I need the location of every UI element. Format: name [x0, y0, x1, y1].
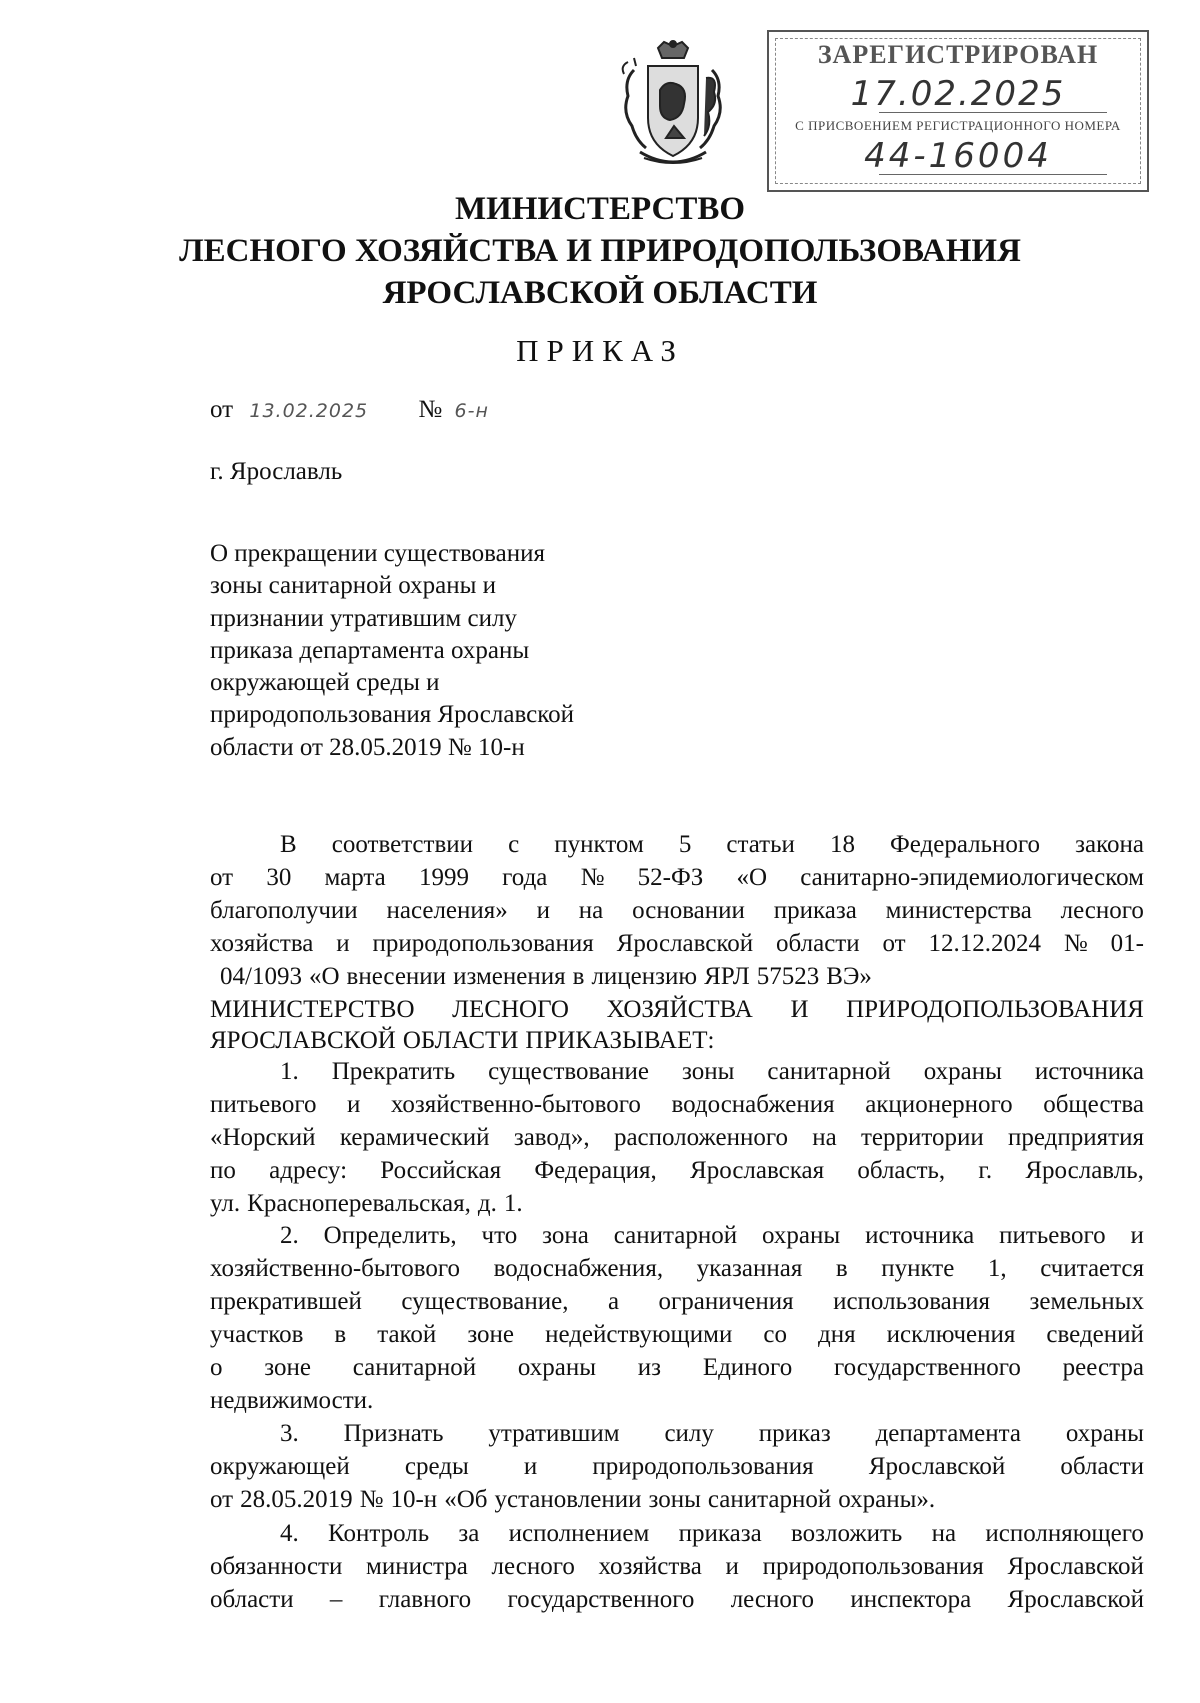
- body-word: Красноперевальская,: [247, 1190, 471, 1217]
- body-word: и: [725, 1553, 739, 1580]
- body-word: «О: [308, 963, 340, 990]
- body-word: пунктом: [554, 831, 644, 858]
- body-word: зоны: [681, 1058, 735, 1085]
- document-type: ПРИКАЗ: [516, 333, 684, 368]
- body-word: 04/1093: [220, 963, 302, 990]
- body-word: Единого: [702, 1354, 793, 1381]
- body-word: такой: [377, 1321, 437, 1348]
- body-word: на: [578, 897, 604, 924]
- body-word: завод»,: [513, 1124, 590, 1151]
- body-line: [280, 831, 1144, 864]
- body-word: министерства: [885, 897, 1032, 924]
- subject-line: приказа департамента охраны: [210, 636, 530, 664]
- body-word: хозяйственно-бытового: [210, 1255, 461, 1282]
- order-date-number-line: [210, 396, 489, 424]
- body-word: указанная: [696, 1255, 803, 1282]
- body-word: хозяйства: [598, 1553, 702, 1580]
- body-word: лесного: [1060, 897, 1144, 924]
- body-line: [210, 1453, 1144, 1486]
- body-word: государственного: [507, 1586, 695, 1613]
- body-word: существование: [488, 1058, 649, 1085]
- order-date: 13.02.2025: [249, 400, 369, 422]
- body-word: 1.: [503, 1190, 523, 1217]
- body-word: зоне: [264, 1354, 311, 1381]
- body-line: [210, 1553, 1144, 1586]
- body-word: керамический: [339, 1124, 490, 1151]
- body-word: 2.: [280, 1222, 299, 1249]
- body-word: питьевого: [999, 1222, 1106, 1249]
- body-word: на: [931, 1520, 957, 1547]
- subject-line: окружающей среды и: [210, 669, 440, 697]
- body-word: департамента: [875, 1420, 1021, 1447]
- body-line: [210, 1354, 1144, 1387]
- body-word: ХОЗЯЙСТВА: [606, 996, 753, 1023]
- body-word: лесного: [730, 1586, 815, 1613]
- city: г. Ярославль: [210, 458, 343, 485]
- body-word: ВЭ»: [826, 963, 872, 990]
- body-word: внесении: [346, 963, 447, 990]
- body-word: со: [763, 1321, 788, 1348]
- body-word: охраны: [762, 1222, 841, 1249]
- body-word: ЯРЛ: [704, 963, 750, 990]
- body-word: силу: [664, 1420, 714, 1447]
- body-word: изменения: [453, 963, 566, 990]
- stamp-date: 17.02.2025: [850, 74, 1066, 114]
- body-word: область,: [857, 1157, 946, 1184]
- order-subject: [210, 538, 650, 764]
- body-word: санитарной: [613, 1222, 738, 1249]
- body-word: Определить,: [323, 1222, 457, 1249]
- body-word: д.: [477, 1190, 497, 1217]
- body-line: [210, 930, 1144, 963]
- body-line: [210, 1486, 1144, 1519]
- body-word: И: [790, 996, 809, 1023]
- body-line: [210, 1124, 1144, 1157]
- body-word: охраны: [923, 1058, 1002, 1085]
- ministry-title-line-3: ЯРОСЛАВСКОЙ ОБЛАСТИ: [382, 275, 818, 311]
- body-word: населения»: [386, 897, 508, 924]
- body-word: предприятия: [1008, 1124, 1144, 1151]
- body-word: ПРИКАЗЫВАЕТ:: [525, 1027, 715, 1054]
- body-word: среды: [404, 1453, 469, 1480]
- body-word: лесного: [491, 1553, 575, 1580]
- stamp-divider: [879, 174, 1107, 175]
- body-word: и: [336, 930, 350, 957]
- body-word: и: [346, 1091, 361, 1118]
- body-line: [210, 1027, 1144, 1060]
- body-word: 57523: [756, 963, 820, 990]
- subject-line: признании утратившим силу: [210, 604, 517, 632]
- body-word: Ярославской: [616, 930, 754, 957]
- body-word: участков: [210, 1321, 304, 1348]
- body-word: №: [1063, 930, 1088, 957]
- body-line: [210, 864, 1144, 897]
- stamp-divider: [879, 112, 1107, 113]
- body-word: года: [502, 864, 548, 891]
- body-word: министра: [366, 1553, 468, 1580]
- body-word: дня: [818, 1321, 856, 1348]
- body-word: зона: [542, 1222, 589, 1249]
- body-word: главного: [378, 1586, 472, 1613]
- subject-line: области от 28.05.2019 № 10-н: [210, 733, 525, 761]
- order-number: 6-н: [454, 400, 489, 422]
- body-word: реестра: [1062, 1354, 1144, 1381]
- body-word: зоны: [648, 1486, 701, 1513]
- body-word: Контроль: [328, 1520, 430, 1547]
- body-word: существование,: [401, 1288, 569, 1315]
- body-word: 52-ФЗ: [637, 864, 704, 891]
- body-word: в: [572, 963, 585, 990]
- body-word: ЛЕСНОГО: [452, 996, 569, 1023]
- body-word: в: [835, 1255, 848, 1282]
- body-line: [210, 1190, 1144, 1223]
- subject-line: зоны санитарной охраны и: [210, 572, 497, 600]
- body-word: возложить: [790, 1520, 903, 1547]
- body-word: земельных: [1029, 1288, 1144, 1315]
- body-word: природопользования: [762, 1553, 984, 1580]
- body-word: 4.: [280, 1520, 299, 1547]
- body-word: 5: [678, 831, 692, 858]
- ministry-title-line-1: МИНИСТЕРСТВО: [454, 191, 746, 227]
- body-word: о: [210, 1354, 223, 1381]
- body-word: Признать: [343, 1420, 444, 1447]
- body-word: обязанности: [210, 1553, 343, 1580]
- body-word: ПРИРОДОПОЛЬЗОВАНИЯ: [846, 996, 1144, 1023]
- body-word: приказа: [773, 897, 857, 924]
- body-word: инспектора: [850, 1586, 972, 1613]
- body-word: за: [458, 1520, 480, 1547]
- body-word: водоснабжения,: [493, 1255, 664, 1282]
- body-word: В: [280, 831, 297, 858]
- body-word: исключения: [886, 1321, 1016, 1348]
- body-word: Ярославль,: [1025, 1157, 1144, 1184]
- body-line: [280, 1420, 1144, 1453]
- body-word: использования: [833, 1288, 991, 1315]
- body-word: приказ: [758, 1420, 831, 1447]
- body-line: [210, 1387, 1144, 1420]
- body-word: общества: [1043, 1091, 1144, 1118]
- body-word: на: [812, 1124, 837, 1151]
- body-word: санитарной: [352, 1354, 477, 1381]
- body-word: Ярославской: [1007, 1553, 1144, 1580]
- body-word: и: [523, 1453, 538, 1480]
- body-word: г.: [978, 1157, 993, 1184]
- body-line: [220, 963, 1144, 996]
- body-word: «О: [736, 864, 768, 891]
- body-word: адресу:: [269, 1157, 348, 1184]
- body-word: охраны: [1065, 1420, 1144, 1447]
- body-word: Прекратить: [331, 1058, 456, 1085]
- body-word: природопользования: [372, 930, 594, 957]
- body-word: Ярославская: [690, 1157, 825, 1184]
- body-word: и: [536, 897, 550, 924]
- body-word: статьи: [726, 831, 795, 858]
- body-word: питьевого: [210, 1091, 317, 1118]
- body-word: водоснабжения: [671, 1091, 835, 1118]
- body-word: соответствии: [331, 831, 474, 858]
- body-word: «Норский: [210, 1124, 316, 1151]
- body-word: Российская: [380, 1157, 502, 1184]
- body-word: считается: [1040, 1255, 1144, 1282]
- body-line: [280, 1222, 1144, 1255]
- body-line: [210, 996, 1144, 1029]
- body-word: и: [1130, 1222, 1144, 1249]
- body-word: территории: [860, 1124, 984, 1151]
- body-word: недействующими: [545, 1321, 733, 1348]
- body-word: 10-н: [390, 1486, 438, 1513]
- body-word: зоне: [467, 1321, 515, 1348]
- body-word: исполняющего: [985, 1520, 1144, 1547]
- body-word: Федерального: [890, 831, 1041, 858]
- body-word: природопользования: [592, 1453, 814, 1480]
- body-word: сведений: [1046, 1321, 1144, 1348]
- body-word: санитарно-эпидемиологическом: [800, 864, 1144, 891]
- body-word: Ярославской: [1007, 1586, 1144, 1613]
- body-line: [210, 1255, 1144, 1288]
- body-word: приказа: [678, 1520, 762, 1547]
- body-word: №: [359, 1486, 384, 1513]
- body-word: государственного: [833, 1354, 1021, 1381]
- body-word: ул.: [210, 1190, 241, 1217]
- body-word: пункте: [881, 1255, 955, 1282]
- stamp-registration-number: 44-16004: [864, 136, 1052, 176]
- body-word: области: [210, 1586, 294, 1613]
- body-word: Ярославской: [868, 1453, 1006, 1480]
- body-word: исполнением: [508, 1520, 650, 1547]
- body-word: санитарной: [767, 1058, 891, 1085]
- body-line: [280, 1058, 1144, 1091]
- from-label: от: [210, 396, 234, 423]
- body-word: по: [210, 1157, 236, 1184]
- body-word: хозяйственно-бытового: [390, 1091, 641, 1118]
- body-word: 1,: [987, 1255, 1007, 1282]
- body-word: утратившим: [488, 1420, 620, 1447]
- subject-line: О прекращении существования: [210, 540, 545, 567]
- body-word: акционерного: [865, 1091, 1013, 1118]
- body-word: области: [1060, 1453, 1144, 1480]
- stamp-title: ЗАРЕГИСТРИРОВАН: [817, 40, 1099, 69]
- body-word: 3.: [280, 1420, 299, 1447]
- body-line: [210, 1288, 1144, 1321]
- body-word: санитарной: [707, 1486, 832, 1513]
- body-word: 30: [266, 864, 292, 891]
- body-word: от: [210, 864, 234, 891]
- body-word: из: [637, 1354, 662, 1381]
- body-word: марта: [324, 864, 386, 891]
- body-word: от: [210, 1486, 234, 1513]
- body-line: [210, 1091, 1144, 1124]
- body-word: расположенного: [613, 1124, 788, 1151]
- body-line: [280, 1520, 1144, 1553]
- body-word: благополучии: [210, 897, 358, 924]
- body-word: области: [776, 930, 860, 957]
- body-word: хозяйства: [210, 930, 314, 957]
- stamp-subtitle: С ПРИСВОЕНИЕМ РЕГИСТРАЦИОННОГО НОМЕРА: [795, 118, 1121, 133]
- body-word: №: [580, 864, 605, 891]
- body-line: [210, 1321, 1144, 1354]
- ministry-title-line-2: ЛЕСНОГО ХОЗЯЙСТВА И ПРИРОДОПОЛЬЗОВАНИЯ: [179, 233, 1021, 269]
- body-word: 28.05.2019: [240, 1486, 353, 1513]
- body-word: 18: [829, 831, 855, 858]
- body-word: –: [329, 1586, 343, 1613]
- body-line: [210, 897, 1144, 930]
- body-word: прекратившей: [210, 1288, 362, 1315]
- body-word: источника: [865, 1222, 975, 1249]
- body-word: МИНИСТЕРСТВО: [210, 996, 415, 1023]
- body-word: лицензию: [591, 963, 698, 990]
- body-word: от: [882, 930, 906, 957]
- body-word: 1999: [418, 864, 469, 891]
- body-word: ОБЛАСТИ: [402, 1027, 519, 1054]
- body-line: [210, 1586, 1144, 1619]
- body-word: 01-: [1110, 930, 1144, 957]
- body-word: установлении: [494, 1486, 642, 1513]
- body-word: закона: [1075, 831, 1144, 858]
- body-word: с: [508, 831, 520, 858]
- number-label: №: [418, 396, 443, 423]
- registration-stamp: [767, 30, 1149, 192]
- body-word: «Об: [444, 1486, 488, 1513]
- body-word: охраны».: [838, 1486, 936, 1513]
- body-word: основании: [632, 897, 745, 924]
- body-word: охраны: [517, 1354, 597, 1381]
- body-word: ограничения: [658, 1288, 794, 1315]
- body-word: что: [481, 1222, 518, 1249]
- body-word: а: [607, 1288, 620, 1315]
- body-word: недвижимости.: [210, 1387, 374, 1414]
- coat-of-arms-emblem: [614, 40, 732, 172]
- body-word: источника: [1034, 1058, 1144, 1085]
- body-word: 12.12.2024: [928, 930, 1041, 957]
- body-word: 1.: [280, 1058, 299, 1085]
- body-word: в: [334, 1321, 347, 1348]
- subject-line: природопользования Ярославской: [210, 701, 574, 729]
- body-line: [210, 1157, 1144, 1190]
- body-word: ЯРОСЛАВСКОЙ: [210, 1027, 396, 1054]
- body-word: Федерация,: [534, 1157, 657, 1184]
- body-word: окружающей: [210, 1453, 350, 1480]
